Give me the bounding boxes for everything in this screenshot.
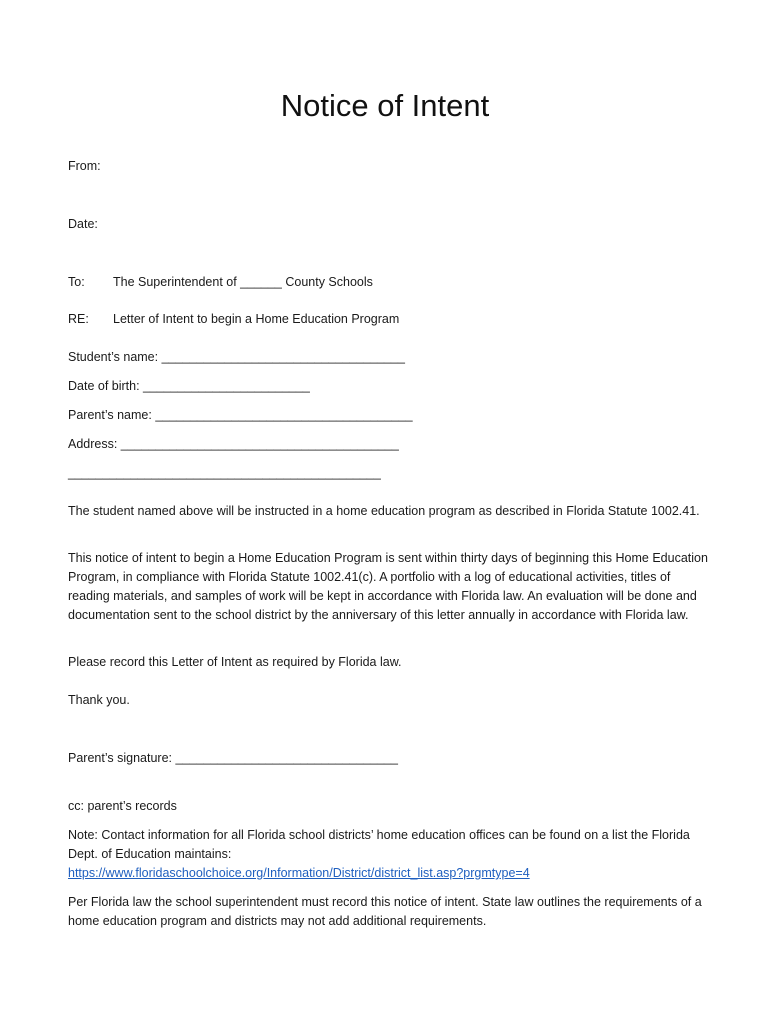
re-label: RE:: [68, 312, 89, 326]
paragraph-compliance: This notice of intent to begin a Home Education Program is sent within thirty days of beginning this Home Education Program, in compliance with Florida Statute 1002.41(c). A portfolio with a log of educational activities, titles of reading materials, and samples of work will be kept in accordance with Florida law. An evaluation will be done and documentation sent to the school district by the anniversary of this letter annually in accordance with Florida law.: [68, 551, 708, 622]
note-block: [68, 826, 708, 883]
address-line2-field: _____________________________________________: [68, 466, 381, 480]
paragraph-record-request: Please record this Letter of Intent as required by Florida law.: [68, 655, 402, 669]
from-label: From:: [68, 159, 101, 173]
parent-name-field: Parent’s name: _____________________________________: [68, 408, 413, 422]
thank-you: Thank you.: [68, 693, 130, 707]
re-text: Letter of Intent to begin a Home Education Program: [113, 312, 400, 326]
signature-field: Parent’s signature: ________________________________: [68, 751, 398, 765]
to-text: The Superintendent of ______ County Schools: [113, 275, 373, 289]
page-title: Notice of Intent: [280, 88, 490, 123]
date-label: Date:: [68, 217, 98, 231]
note-text: Note: Contact information for all Florida school districts’ home education offices can be found on a list the Florida Dept. of Education maintains:: [68, 828, 690, 861]
date-of-birth-field: Date of birth: ________________________: [68, 379, 310, 393]
district-list-link[interactable]: https://www.floridaschoolchoice.org/Information/District/district_list.asp?prgmtype=4: [68, 866, 530, 880]
address-field: Address: ________________________________________: [68, 437, 399, 451]
re-line: [68, 310, 399, 329]
student-name-field: Student’s name: ___________________________________: [68, 350, 405, 364]
paragraph-statute: The student named above will be instructed in a home education program as described in Florida Statute 1002.41.: [68, 504, 700, 518]
closing-paragraph: Per Florida law the school superintendent must record this notice of intent. State law outlines the requirements of a home education program and districts may not add additional requirements.: [68, 895, 702, 928]
to-label: To:: [68, 275, 85, 289]
to-line: [68, 273, 373, 292]
cc-line: cc: parent’s records: [68, 799, 177, 813]
